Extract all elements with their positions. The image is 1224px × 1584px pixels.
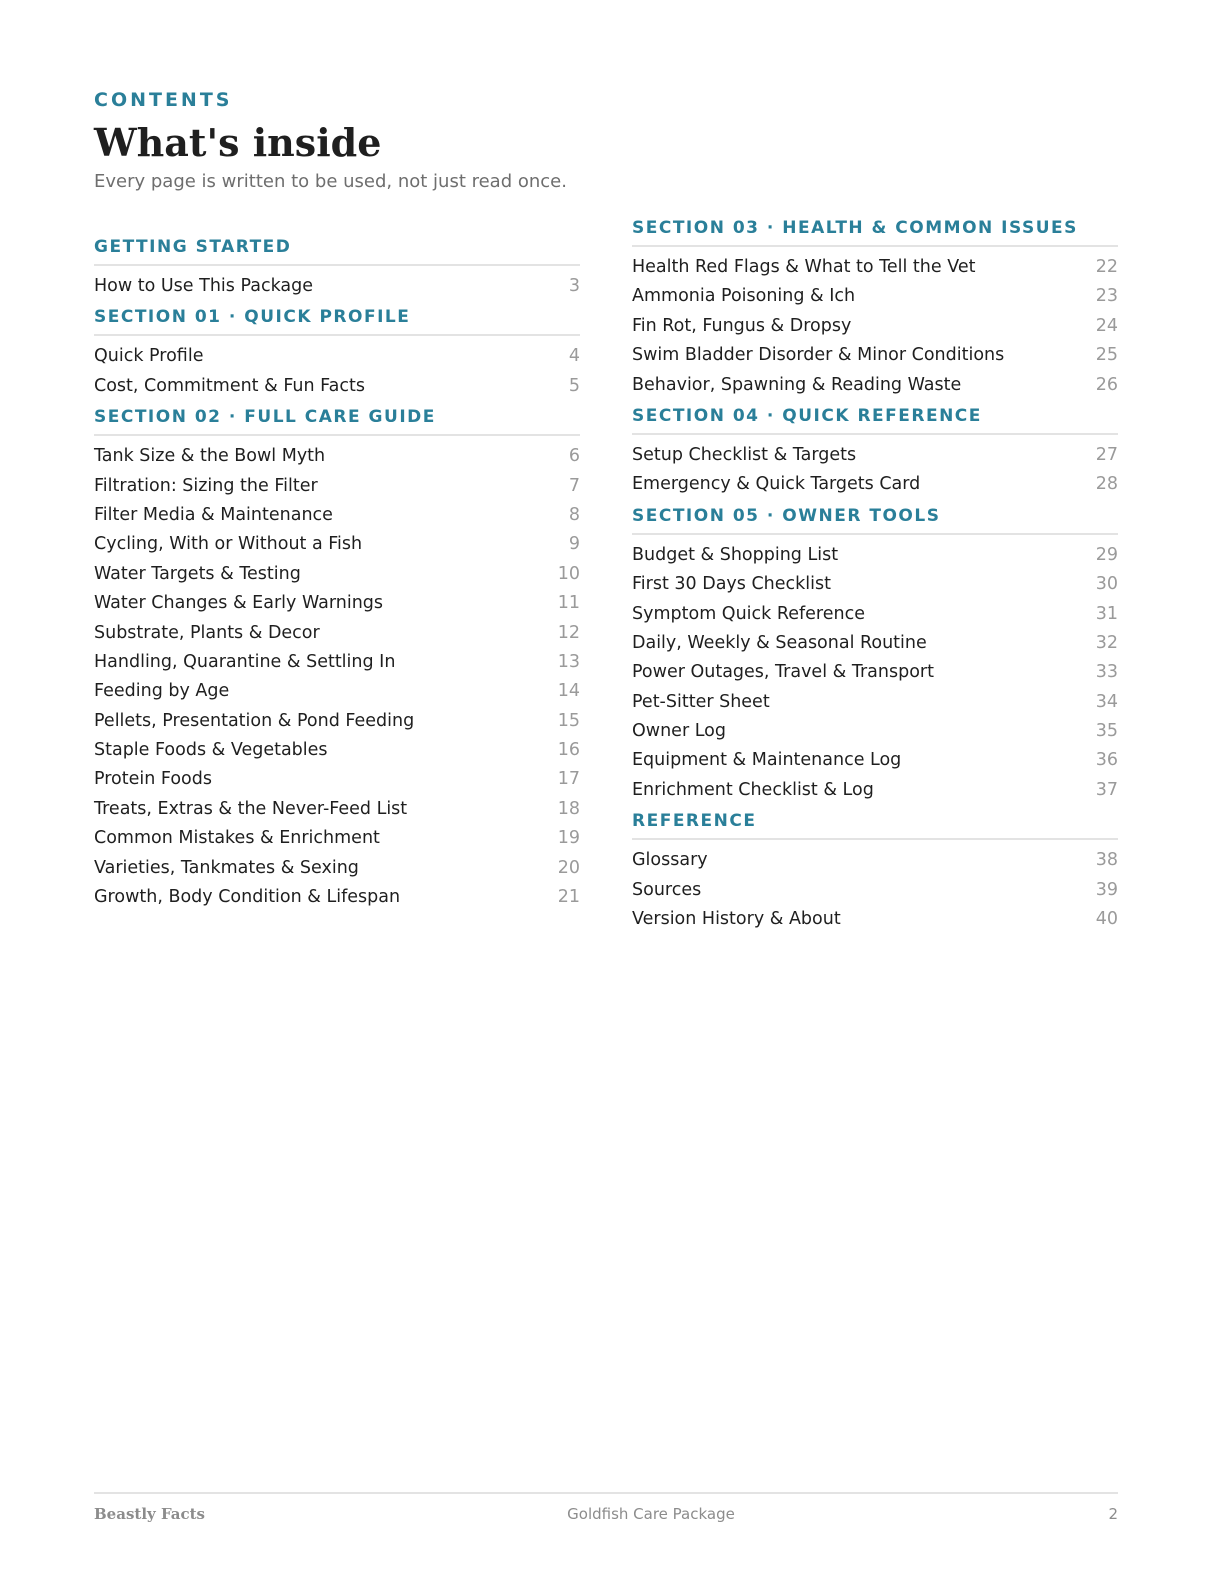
- toc-entry-page-number: 6: [568, 446, 580, 467]
- toc-entry-title: Health Red Flags & What to Tell the Vet: [632, 257, 976, 277]
- toc-entry-title: Quick Profile: [94, 346, 204, 367]
- footer-brand: Beastly Facts: [94, 1505, 206, 1523]
- toc-entry[interactable]: [632, 570, 1118, 599]
- toc-entry-title: Varieties, Tankmates & Sexing: [94, 857, 359, 878]
- toc-entry-page-number: 12: [557, 622, 580, 643]
- toc-section: [632, 404, 1118, 500]
- page-title: What's inside: [94, 120, 382, 165]
- toc-entry-page-number: 15: [557, 710, 580, 731]
- footer-document-title: Goldfish Care Package: [567, 1505, 735, 1523]
- toc-entry-title: Filtration: Sizing the Filter: [94, 475, 318, 496]
- toc-section: [94, 235, 580, 301]
- toc-entry[interactable]: [94, 795, 580, 824]
- toc-entry-title: Daily, Weekly & Seasonal Routine: [632, 632, 927, 653]
- toc-entry[interactable]: [632, 371, 1118, 400]
- toc-entry-page-number: 7: [568, 475, 580, 496]
- toc-entry-page-number: 39: [1095, 879, 1118, 900]
- toc-entry-page-number: 29: [1095, 544, 1118, 565]
- toc-entry[interactable]: [94, 619, 580, 648]
- toc-entry-page-number: 34: [1095, 691, 1118, 712]
- toc-entry-title: Treats, Extras & the Never-Feed List: [94, 798, 408, 819]
- toc-entry-title: Handling, Quarantine & Settling In: [94, 651, 396, 672]
- toc-entry-page-number: 36: [1095, 750, 1118, 771]
- toc-entry[interactable]: [632, 688, 1118, 717]
- toc-entry-page-number: 40: [1095, 909, 1118, 930]
- toc-entry[interactable]: [632, 282, 1118, 311]
- toc-entry-title: Protein Foods: [94, 769, 212, 790]
- toc-entry-title: Ammonia Poisoning & Ich: [632, 286, 856, 307]
- toc-entry[interactable]: [632, 253, 1118, 282]
- toc-entry[interactable]: [94, 707, 580, 736]
- toc-entry[interactable]: [94, 501, 580, 530]
- toc-entry[interactable]: [632, 341, 1118, 370]
- toc-entry-title: Cost, Commitment & Fun Facts: [94, 375, 365, 396]
- toc-entry-page-number: 32: [1095, 632, 1118, 653]
- toc-entry[interactable]: [632, 746, 1118, 775]
- toc-entry-title: How to Use This Package: [94, 276, 313, 296]
- toc-entry[interactable]: [94, 648, 580, 677]
- toc-entry-title: Common Mistakes & Enrichment: [94, 828, 380, 849]
- toc-entry[interactable]: [632, 629, 1118, 658]
- toc-entry[interactable]: [94, 677, 580, 706]
- toc-entry[interactable]: [94, 589, 580, 618]
- toc-entry[interactable]: [632, 717, 1118, 746]
- toc-entry-title: Cycling, With or Without a Fish: [94, 534, 363, 555]
- toc-entry-page-number: 19: [557, 828, 580, 849]
- section-heading: SECTION 01 · QUICK PROFILE: [94, 305, 580, 336]
- toc-entry-page-number: 10: [557, 563, 580, 584]
- toc-section: [94, 305, 580, 401]
- section-heading: REFERENCE: [632, 809, 1118, 840]
- toc-entry-page-number: 23: [1095, 286, 1118, 307]
- section-heading: SECTION 02 · FULL CARE GUIDE: [94, 405, 580, 436]
- toc-entry-page-number: 24: [1095, 315, 1118, 336]
- section-heading: SECTION 03 · HEALTH & COMMON ISSUES: [632, 216, 1118, 247]
- toc-entry-title: First 30 Days Checklist: [632, 574, 831, 595]
- toc-entry[interactable]: [94, 765, 580, 794]
- toc-entry-page-number: 11: [557, 593, 580, 614]
- toc-entry-page-number: 4: [568, 346, 580, 367]
- toc-entry-title: Pellets, Presentation & Pond Feeding: [94, 710, 415, 731]
- footer-divider: [94, 1492, 1118, 1494]
- toc-entry[interactable]: [94, 736, 580, 765]
- toc-section: [632, 216, 1118, 400]
- toc-entry[interactable]: [632, 876, 1118, 905]
- toc-entry-title: Pet-Sitter Sheet: [632, 691, 770, 712]
- toc-entry[interactable]: [94, 472, 580, 501]
- toc-entry[interactable]: [94, 442, 580, 471]
- toc-entry-page-number: 20: [557, 857, 580, 878]
- toc-entry-page-number: 27: [1095, 444, 1118, 465]
- toc-right-column: [632, 216, 1118, 938]
- toc-entry[interactable]: [632, 846, 1118, 875]
- toc-entry-title: Glossary: [632, 850, 708, 871]
- toc-entry-title: Sources: [632, 879, 702, 900]
- toc-entry-page-number: 17: [557, 769, 580, 790]
- toc-entry[interactable]: [632, 441, 1118, 470]
- toc-entry-title: Setup Checklist & Targets: [632, 444, 857, 465]
- toc-entry-page-number: 21: [557, 887, 580, 908]
- toc-entry[interactable]: [94, 883, 580, 912]
- toc-entry-page-number: 5: [568, 375, 580, 396]
- toc-entry-title: Swim Bladder Disorder & Minor Conditions: [632, 345, 1005, 366]
- toc-entry-title: Substrate, Plants & Decor: [94, 622, 320, 643]
- toc-entry[interactable]: [632, 776, 1118, 805]
- toc-entry-title: Tank Size & the Bowl Myth: [94, 446, 326, 467]
- toc-entry-title: Emergency & Quick Targets Card: [632, 474, 921, 495]
- toc-entry[interactable]: [94, 342, 580, 371]
- toc-entry[interactable]: [94, 854, 580, 883]
- toc-entry-page-number: 16: [557, 740, 580, 761]
- toc-entry[interactable]: [94, 560, 580, 589]
- toc-entry-title: Water Changes & Early Warnings: [94, 593, 384, 614]
- toc-entry-title: Growth, Body Condition & Lifespan: [94, 887, 401, 908]
- toc-entry[interactable]: [94, 272, 580, 301]
- toc-entry-title: Staple Foods & Vegetables: [94, 740, 328, 761]
- section-heading: SECTION 04 · QUICK REFERENCE: [632, 404, 1118, 435]
- toc-entry-title: Owner Log: [632, 721, 726, 742]
- section-heading: GETTING STARTED: [94, 235, 580, 266]
- toc-entry-title: Version History & About: [632, 909, 841, 930]
- toc-entry-title: Budget & Shopping List: [632, 544, 839, 565]
- toc-section: [632, 504, 1118, 806]
- toc-entry-page-number: 30: [1095, 574, 1118, 595]
- toc-section: [632, 809, 1118, 934]
- toc-entry[interactable]: [632, 312, 1118, 341]
- toc-entry-page-number: 25: [1095, 345, 1118, 366]
- toc-entry-title: Filter Media & Maintenance: [94, 504, 333, 525]
- toc-entry[interactable]: [94, 824, 580, 853]
- section-heading: SECTION 05 · OWNER TOOLS: [632, 504, 1118, 535]
- toc-section: [94, 405, 580, 912]
- toc-entry-title: Enrichment Checklist & Log: [632, 779, 874, 800]
- toc-entry-page-number: 28: [1095, 474, 1118, 495]
- toc-entry-title: Equipment & Maintenance Log: [632, 750, 902, 771]
- toc-entry-page-number: 31: [1095, 603, 1118, 624]
- toc-entry-page-number: 35: [1095, 721, 1118, 742]
- footer-page-number: 2: [1108, 1505, 1118, 1523]
- toc-entry[interactable]: [632, 658, 1118, 687]
- toc-entry[interactable]: [632, 600, 1118, 629]
- toc-entry[interactable]: [632, 905, 1118, 934]
- page-subtitle: Every page is written to be used, not just read once.: [94, 171, 567, 192]
- toc-entry-title: Symptom Quick Reference: [632, 603, 865, 624]
- toc-entry-page-number: 26: [1095, 374, 1118, 395]
- toc-entry-page-number: 33: [1095, 662, 1118, 683]
- toc-entry[interactable]: [632, 470, 1118, 499]
- toc-entry[interactable]: [94, 372, 580, 401]
- toc-entry-page-number: 37: [1095, 779, 1118, 800]
- toc-entry-page-number: 13: [557, 651, 580, 672]
- toc-entry-page-number: 8: [568, 504, 580, 525]
- toc-entry-title: Power Outages, Travel & Transport: [632, 662, 934, 683]
- toc-entry-title: Fin Rot, Fungus & Dropsy: [632, 315, 852, 336]
- toc-entry-page-number: 3: [568, 276, 580, 296]
- toc-entry-title: Behavior, Spawning & Reading Waste: [632, 374, 962, 395]
- toc-entry-page-number: 18: [557, 798, 580, 819]
- contents-eyebrow: CONTENTS: [94, 89, 233, 111]
- toc-entry-title: Feeding by Age: [94, 681, 230, 702]
- toc-entry-page-number: 9: [568, 534, 580, 555]
- toc-entry-page-number: 14: [557, 681, 580, 702]
- toc-entry[interactable]: [632, 541, 1118, 570]
- toc-entry-title: Water Targets & Testing: [94, 563, 301, 584]
- toc-left-column: [94, 235, 580, 916]
- toc-entry-page-number: 38: [1095, 850, 1118, 871]
- toc-entry-page-number: 22: [1095, 257, 1118, 277]
- toc-entry[interactable]: [94, 530, 580, 559]
